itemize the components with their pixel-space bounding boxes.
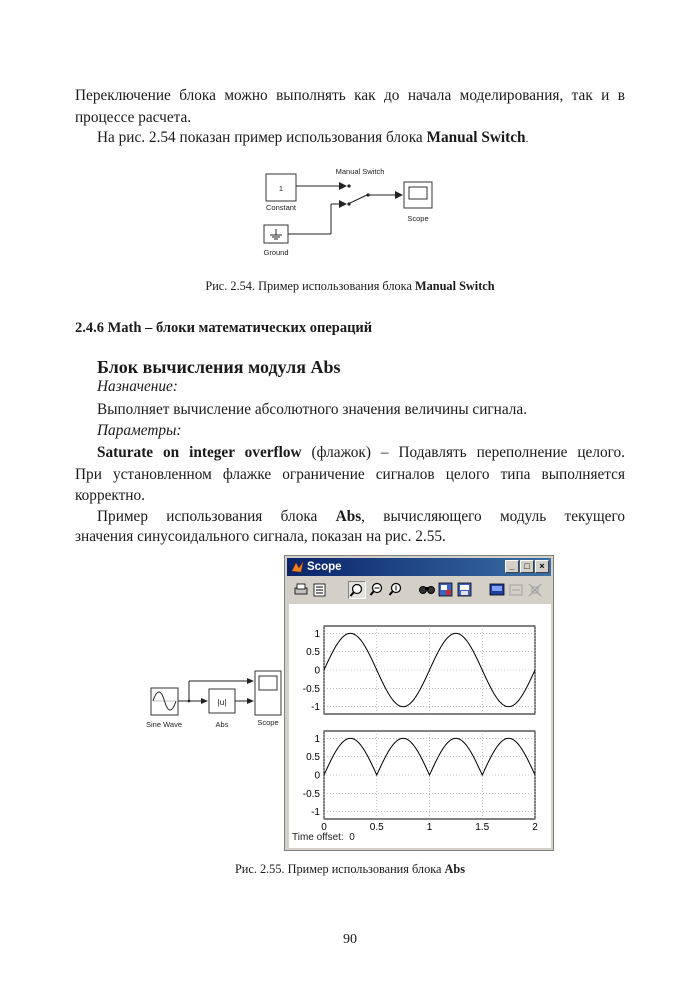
manual-switch-diagram — [255, 163, 445, 263]
text-span: . — [525, 133, 529, 145]
time-offset — [292, 832, 355, 843]
scope-label: Scope — [407, 214, 429, 223]
params-label: Параметры: — [97, 422, 182, 439]
close-button[interactable]: × — [535, 560, 549, 573]
y-tick-label: 0 — [314, 665, 320, 677]
figure-caption — [0, 862, 700, 877]
purpose-label: Назначение: — [97, 378, 178, 395]
text-span: , вычисляющего модуль текущего — [361, 508, 625, 525]
caption-text: Рис. 2.54. Пример использования блока — [205, 279, 415, 293]
y-tick-label: -0.5 — [302, 788, 320, 800]
parameters-icon[interactable] — [311, 581, 329, 599]
y-tick-label: 0 — [314, 770, 320, 782]
scope-titlebar[interactable] — [287, 558, 551, 576]
print-icon[interactable] — [292, 581, 310, 599]
param-line: При установленном флажке ограничение сигналов целого типа выполняется — [75, 466, 625, 483]
y-tick-label: 0.5 — [306, 647, 320, 659]
bold-term: Manual Switch — [426, 129, 526, 146]
window-title: Scope — [307, 561, 342, 573]
x-tick-label: 0 — [321, 822, 327, 833]
constant-value: 1 — [278, 184, 284, 193]
example-line: значения синусоидального сигнала, показан на рис. 2.55. — [75, 528, 446, 545]
section-heading: 2.4.6 Math – блоки математических операций — [75, 320, 373, 336]
scope-label: Scope — [257, 718, 279, 727]
floating-scope-icon[interactable] — [488, 581, 506, 599]
param-line — [75, 442, 625, 465]
x-tick-label: 1 — [426, 822, 433, 833]
time-offset-label: Time offset: — [292, 832, 344, 843]
y-tick-label: 0.5 — [306, 752, 320, 764]
page-number: 90 — [343, 932, 357, 947]
figure-caption — [0, 279, 700, 294]
param-name: Saturate on integer overflow — [97, 444, 302, 461]
caption-text: Рис. 2.55. Пример использования блока — [234, 862, 445, 876]
zoom-x-icon[interactable] — [367, 581, 385, 599]
signal-selection-icon[interactable] — [526, 581, 544, 599]
autoscale-icon[interactable] — [418, 581, 436, 599]
text-span: Пример использования блока — [97, 508, 336, 525]
maximize-button[interactable]: □ — [520, 560, 534, 573]
restore-axes-icon[interactable] — [456, 581, 474, 599]
param-line: корректно. — [75, 487, 145, 504]
switch-label: Manual Switch — [335, 167, 385, 176]
time-offset-value: 0 — [349, 832, 355, 843]
x-tick-label: 0.5 — [369, 822, 384, 833]
x-tick-label: 1.5 — [475, 822, 490, 833]
y-tick-label: 1 — [314, 628, 320, 640]
abs-model-diagram — [140, 667, 286, 733]
scope-window — [284, 555, 554, 851]
ground-label: Ground — [263, 248, 289, 257]
minimize-button[interactable]: _ — [505, 560, 519, 573]
caption-bold: Abs — [444, 862, 466, 876]
abs-block-text: |u| — [217, 697, 227, 707]
caption-bold: Manual Switch — [415, 279, 495, 293]
paragraph-line: процессе расчета. — [75, 109, 192, 126]
purpose-text: Выполняет вычисление абсолютного значения величины сигнала. — [97, 401, 528, 418]
save-axes-icon[interactable] — [437, 581, 455, 599]
zoom-y-icon[interactable] — [386, 581, 404, 599]
zoom-icon[interactable] — [348, 581, 366, 599]
constant-label: Constant — [265, 203, 297, 212]
scope-plot-area — [289, 604, 551, 848]
text-span: На рис. 2.54 показан пример использования блока — [97, 129, 427, 146]
paragraph-line: Переключение блока можно выполнять как до начала моделирования, так и в — [75, 87, 625, 104]
y-tick-label: -1 — [311, 807, 320, 819]
paragraph-fig-ref — [75, 127, 625, 151]
matlab-logo-icon — [291, 561, 304, 573]
scope-plots — [289, 604, 551, 848]
y-tick-label: 1 — [314, 733, 320, 745]
lock-axes-icon[interactable] — [507, 581, 525, 599]
y-tick-label: -0.5 — [302, 683, 320, 695]
sine-wave-label: Sine Wave — [146, 720, 182, 729]
text-span: (флажок) – Подавлять переполнение целого. — [301, 444, 625, 461]
block-heading: Блок вычисления модуля Abs — [97, 357, 341, 377]
y-tick-label: -1 — [311, 702, 320, 714]
abs-label: Abs — [215, 720, 229, 729]
bold-term: Abs — [335, 508, 362, 525]
x-tick-label: 2 — [532, 822, 538, 833]
